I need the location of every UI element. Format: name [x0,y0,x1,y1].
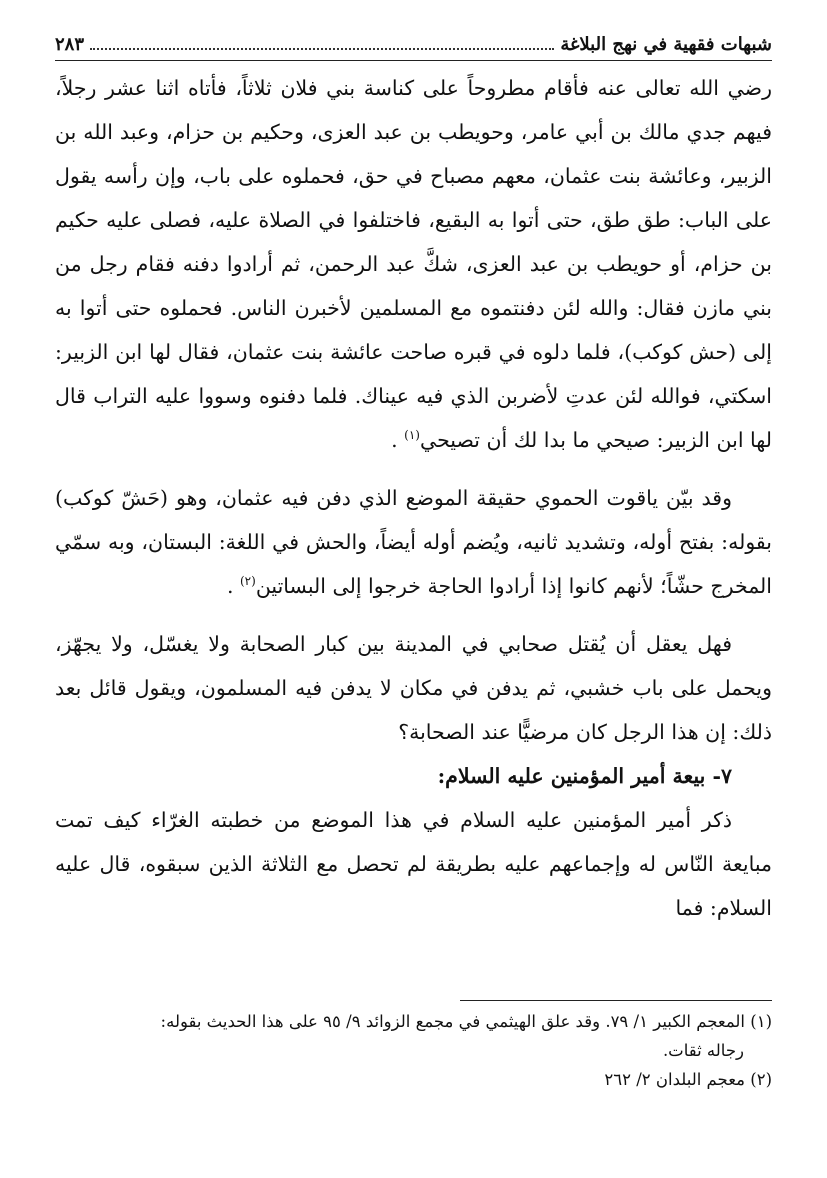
footnote-1: (١) المعجم الكبير ١/ ٧٩. وقد علق الهيثمي في مجمع الزوائد ٩/ ٩٥ على هذا الحديث بقوله: [160,1012,772,1031]
header-rule [55,60,772,61]
paragraph-3: فهل يعقل أن يُقتل صحابي في المدينة بين كبار الصحابة ولا يغسّل، ولا يجهّز، ويحمل على باب خشبي، ثم يدفن في مكان لا يدفن فيه المسلمون، ويقول قائل بعد ذلك: إن هذا الرجل كان مرضيًّا عند الصحابة؟ [55,632,772,744]
paragraph-2-text: وقد بيّن ياقوت الحموي حقيقة الموضع الذي دفن فيه عثمان، وهو (حَشّ كوكب) بقوله: بفتح أوله، وتشديد ثانيه، ويُضم أوله أيضاً، والحش في اللغة: البستان، وبه سمّي المخرج حشّاً؛ لأنهم كانوا إذا أرادوا الحاجة خرجوا إلى البساتين [55,486,772,598]
header-dot-leader [90,38,554,50]
footnote-ref-1: (١) [404,428,420,443]
footnote-1-continued: رجاله ثقات. [662,1041,744,1060]
footnotes [55,1008,772,1095]
paragraph-1: رضي الله تعالى عنه فأقام مطروحاً على كناسة بني فلان ثلاثاً، فأتاه اثنا عشر رجلاً، فيهم جدي مالك بن أبي عامر، وحويطب بن عبد العزى، وحكيم بن حزام، وعبد الله بن الزبير، وعائشة بنت عثمان، معهم مصباح في حق، فحملوه على باب، وإن رأسه يقول على الباب: طق طق، حتى أتوا به البقيع، فاختلفوا في الصلاة عليه، فصلى عليه حكيم بن حزام، أو حويطب بن عبد العزى، شكَّ عبد الرحمن، ثم أرادوا دفنه فقام رجل من بني مازن فقال: والله لئن دفنتموه مع المسلمين لأخبرن الناس. فحملوه حتى أتوا به إلى (حش كوكب)، فلما دلوه في قبره صاحت عائشة بنت عثمان، فقال لها ابن الزبير: اسكتي، فوالله لئن عدتِ لأضربن الذي فيه عيناك. فلما دفنوه وسووا عليه التراب قال لها ابن الزبير: صيحي ما بدا لك أن تصيحي$^{(١)}$ . [55,76,772,452]
paragraph-1-text: رضي الله تعالى عنه فأقام مطروحاً على كناسة بني فلان ثلاثاً، فأتاه اثنا عشر رجلاً، فيهم جدي مالك بن أبي عامر، وحويطب بن عبد العزى، وحكيم بن حزام، وعبد الله بن الزبير، وعائشة بنت عثمان، معهم مصباح في حق، فحملوه على باب، وإن رأسه يقول على الباب: طق طق، حتى أتوا به البقيع، فاختلفوا في الصلاة عليه، فصلى عليه حكيم بن حزام، أو حويطب بن عبد العزى، شكَّ عبد الرحمن، ثم أرادوا دفنه فقام رجل من بني مازن فقال: والله لئن دفنتموه مع المسلمين لأخبرن الناس. فحملوه حتى أتوا به إلى (حش كوكب)، فلما دلوه في قبره صاحت عائشة بنت عثمان، فقال لها ابن الزبير: اسكتي، فوالله لئن عدتِ لأضربن الذي فيه عيناك. فلما دفنوه وسووا عليه التراب قال لها ابن الزبير: صيحي ما بدا لك أن تصيحي [55,76,772,452]
paragraph-2: وقد بيّن ياقوت الحموي حقيقة الموضع الذي دفن فيه عثمان، وهو (حَشّ كوكب) بقوله: بفتح أوله، وتشديد ثانيه، ويُضم أوله أيضاً، والحش في اللغة: البستان، وبه سمّي المخرج حشّاً؛ لأنهم كانوا إذا أرادوا الحاجة خرجوا إلى البساتين$^{(٢)}$ . [55,486,772,598]
main-text [55,66,772,930]
running-header [55,30,772,58]
paragraph-4: ذكر أمير المؤمنين عليه السلام في هذا الموضع من خطبته الغرّاء كيف تمت مبايعة النّاس له وإجماعهم عليه بطريقة لم تحصل مع الثلاثة الذين سبقوه، قال عليه السلام: فما [55,808,772,920]
page-number: ٢٨٣ [55,33,85,55]
footnote-2: (٢) معجم البلدان ٢/ ٢٦٢ [604,1070,772,1089]
header-title: شبهات فقهية في نهج البلاغة [560,33,772,55]
footnote-rule [460,1000,772,1001]
footnote-ref-2: (٢) [239,574,256,589]
section-heading: ٧- بيعة أمير المؤمنين عليه السلام: [437,764,732,788]
